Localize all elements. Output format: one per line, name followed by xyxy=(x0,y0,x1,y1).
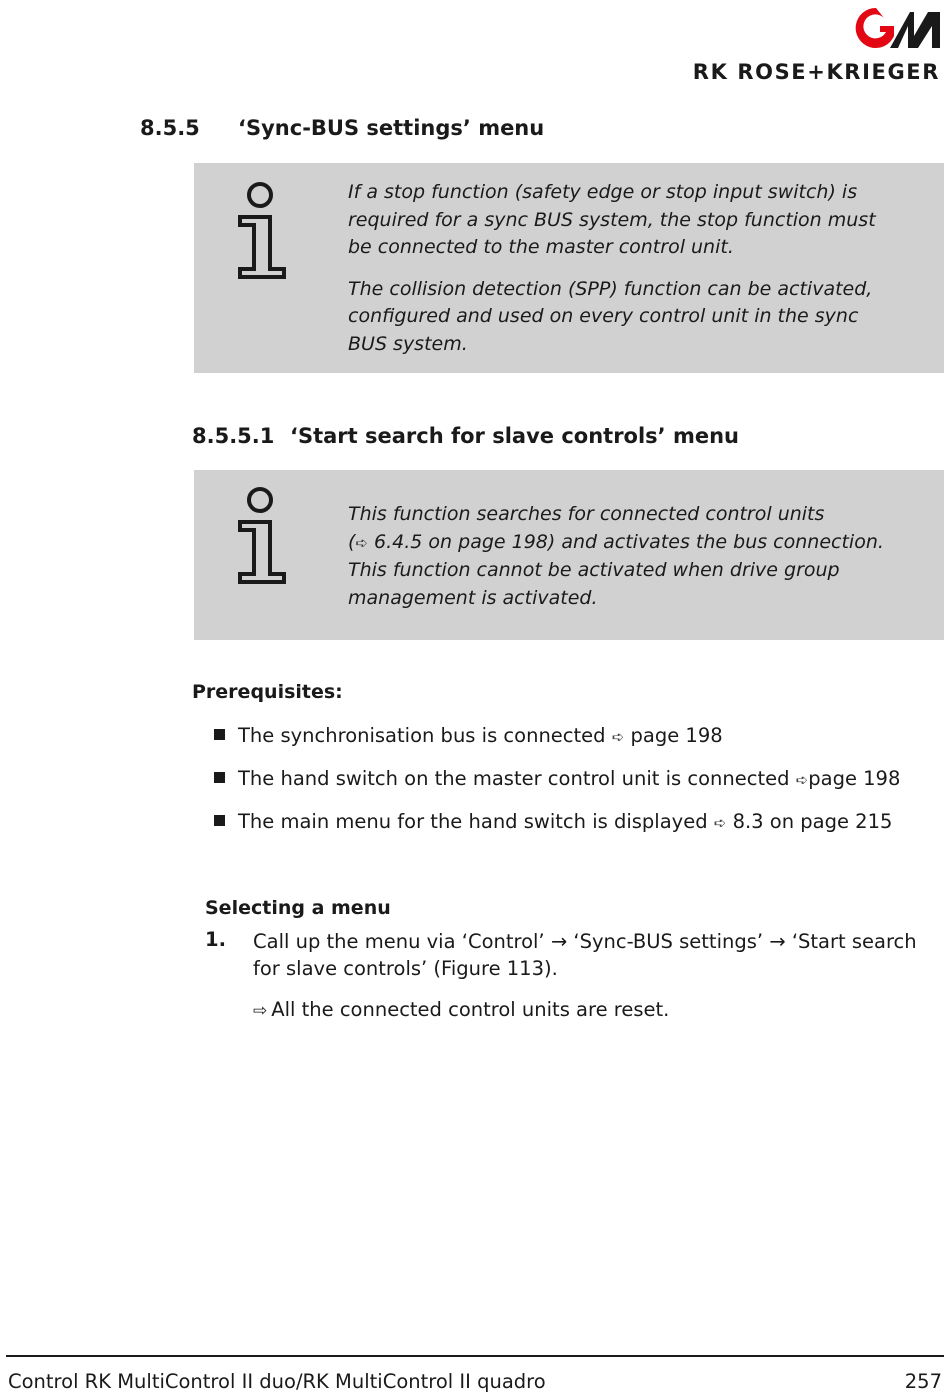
cross-reference-link[interactable]: 8.3 on page 215 xyxy=(726,810,893,833)
list-item: The main menu for the hand switch is displayed ➪ 8.3 on page 215 xyxy=(214,808,900,851)
logo-text: RK ROSE+KRIEGER xyxy=(692,60,940,84)
cross-reference-link[interactable]: page 198 xyxy=(808,767,901,790)
step-result xyxy=(253,998,669,1021)
info-text xyxy=(348,501,896,612)
info-icon xyxy=(234,181,290,281)
footer-title: Control RK MultiControl II duo/RK MultiControl II quadro xyxy=(8,1370,546,1393)
result-text: All the connected control units are reset. xyxy=(271,998,670,1021)
bullet-square-icon xyxy=(214,729,225,740)
reference-arrow-icon: ➪ xyxy=(355,533,368,552)
result-arrow-icon: ⇨ xyxy=(253,1001,268,1021)
info-icon xyxy=(234,486,290,586)
info-text xyxy=(348,179,896,372)
info-box-sync-bus xyxy=(194,163,944,373)
step-text: Call up the menu via ‘Control’ → ‘Sync-BUS settings’ → ‘Start search for slave controls’ (Figure 113). xyxy=(253,930,917,980)
page-number: 257 xyxy=(904,1370,942,1393)
section-title: ‘Sync-BUS settings’ menu xyxy=(238,116,545,140)
info-line: This function cannot be activated when drive group management is activated. xyxy=(348,559,840,609)
list-item: The synchronisation bus is connected ➪ page 198 xyxy=(214,722,900,765)
bullet-square-icon xyxy=(214,815,225,826)
subsection-number: 8.5.5.1 xyxy=(192,424,275,448)
info-line: This function searches for connected control units xyxy=(348,503,825,525)
logo-mark-icon xyxy=(854,6,944,50)
reference-arrow-icon: ➪ xyxy=(611,728,625,746)
cross-reference-link[interactable]: 6.4.5 on page 198) and activates the bus connection. xyxy=(368,530,884,553)
bullet-square-icon xyxy=(214,772,225,783)
info-box-start-search xyxy=(194,470,944,640)
info-line: (➪ 6.4.5 on page 198) and activates the bus connection. xyxy=(348,530,884,553)
reference-arrow-icon: ➪ xyxy=(795,771,809,789)
reference-arrow-icon: ➪ xyxy=(713,814,727,832)
section-number: 8.5.5 xyxy=(140,116,200,140)
prerequisites-title: Prerequisites: xyxy=(192,681,343,703)
cross-reference-link[interactable]: page 198 xyxy=(624,724,723,747)
selecting-menu-title: Selecting a menu xyxy=(205,897,391,919)
step-number: 1. xyxy=(205,928,226,951)
list-item: The hand switch on the master control unit is connected ➪page 198 xyxy=(214,765,900,808)
footer-divider xyxy=(6,1355,944,1357)
info-paragraph: If a stop function (safety edge or stop input switch) is required for a sync BUS system, the stop function must be connected to the master control unit. xyxy=(348,181,876,258)
company-logo xyxy=(668,6,944,82)
prerequisites-list xyxy=(214,722,900,851)
subsection-title: ‘Start search for slave controls’ menu xyxy=(290,424,739,448)
info-paragraph: The collision detection (SPP) function can be activated, configured and used on every control unit in the sync BUS system. xyxy=(348,277,873,355)
